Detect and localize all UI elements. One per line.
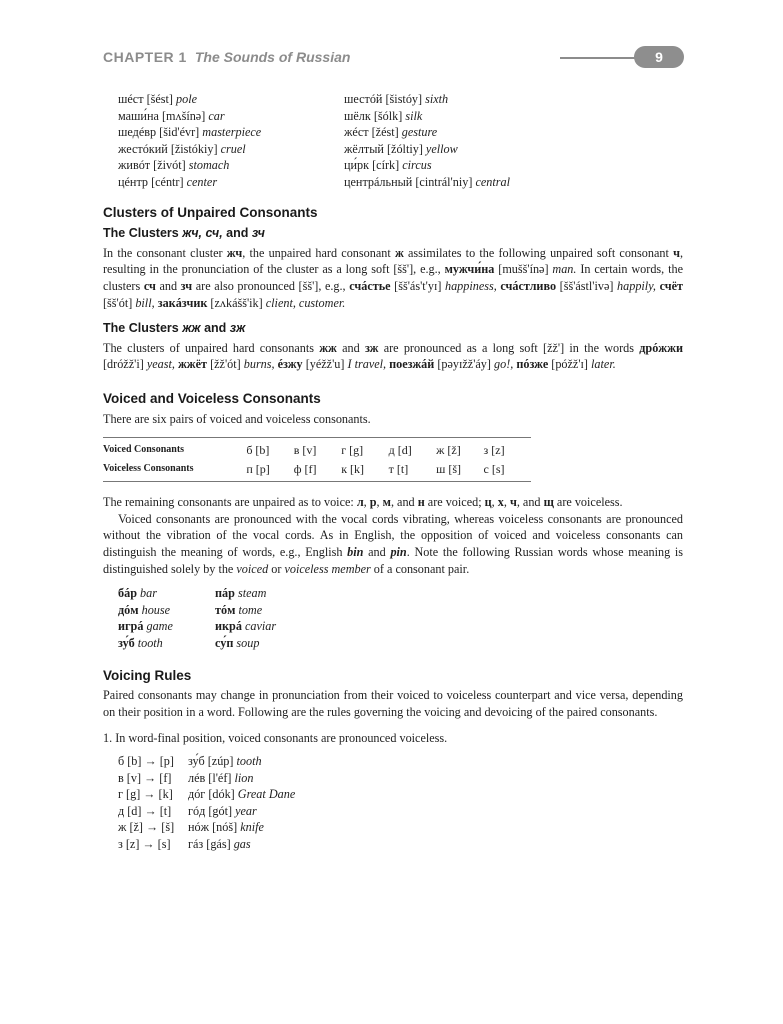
text-run: and xyxy=(363,545,391,560)
sound-change: г [g] → [k] xyxy=(118,787,173,802)
list-item xyxy=(118,836,683,853)
bold-term: счáстливо xyxy=(500,278,557,293)
russian-word: зу́б xyxy=(188,754,205,768)
russian-word: шестóй xyxy=(344,92,383,106)
chapter-label: CHAPTER 1 xyxy=(103,49,187,65)
voiced-word-cell xyxy=(118,602,215,619)
voiceless-word-cell xyxy=(215,602,262,619)
table-cell: т [t] xyxy=(389,460,436,482)
subheading-cyrillic: жч, сч, xyxy=(182,226,223,241)
bold-term: х xyxy=(497,495,504,510)
word-entry xyxy=(118,108,344,125)
text-run: are also pronounced [šš'], e.g., xyxy=(192,278,350,293)
stress-pair-column-right xyxy=(344,91,570,191)
text-run: [mušš'ínə] xyxy=(494,262,553,277)
bold-term: р xyxy=(369,495,377,510)
transcription: [círk] xyxy=(372,158,400,173)
text-run: , resulting in the pronunciation of the cluster as a long soft [šš'], e.g., xyxy=(103,245,683,277)
paragraph-vocal-cords xyxy=(103,511,683,577)
text-run: are voiceless. xyxy=(553,495,623,510)
russian-word: тóм xyxy=(215,602,236,617)
russian-word: нóж xyxy=(188,820,210,835)
italic-gloss: client, customer. xyxy=(265,295,346,310)
russian-word: шéст xyxy=(118,92,144,106)
transcription: [šistóy] xyxy=(385,92,423,106)
text-run: [šš'ástl'ivə] xyxy=(556,278,618,293)
english-gloss: sixth xyxy=(425,92,449,106)
text-run: of a consonant pair. xyxy=(370,561,470,576)
english-gloss: circus xyxy=(402,158,432,173)
italic-gloss: happiness, xyxy=(444,278,497,293)
section-heading-voiced: Voiced and Voiceless Consonants xyxy=(103,390,321,406)
subheading-text: The Clusters xyxy=(103,321,183,336)
row-label-voiced: Voiced Consonants xyxy=(103,438,246,460)
sound-change: ж [ž] → [š] xyxy=(118,820,175,835)
russian-word: дóм xyxy=(118,602,139,617)
bold-term: жч xyxy=(226,245,243,260)
russian-word: игрá xyxy=(118,619,144,634)
table-cell: п [p] xyxy=(246,460,293,482)
english-gloss: game xyxy=(146,619,173,634)
word-entry xyxy=(344,174,570,191)
subheading-cyrillic: жж xyxy=(182,321,201,336)
english-gloss: tooth xyxy=(137,636,163,651)
english-gloss: pole xyxy=(176,92,198,106)
transcription: [šést] xyxy=(146,92,173,106)
sound-change: з [z] → [s] xyxy=(118,836,171,851)
header-rule xyxy=(560,57,640,59)
italic-gloss: pin xyxy=(390,545,407,560)
bold-term: зч xyxy=(180,278,193,293)
bold-term: éзжу xyxy=(277,357,303,372)
word-entry xyxy=(344,141,570,158)
text-run: , xyxy=(376,495,383,510)
page-number-badge: 9 xyxy=(634,46,684,68)
table-cell: ф [f] xyxy=(294,460,341,482)
text-run: and xyxy=(336,340,365,355)
table-cell: г [g] xyxy=(341,438,388,460)
russian-word: маши́на xyxy=(118,108,159,123)
list-item xyxy=(118,770,683,787)
russian-word: ци́рк xyxy=(344,158,370,173)
text-run: The remaining consonants are unpaired as to voice: xyxy=(103,495,357,510)
list-item xyxy=(118,635,683,652)
word-entry xyxy=(118,174,344,191)
english-gloss: car xyxy=(208,108,225,123)
text-run: , xyxy=(503,495,510,510)
bold-term: ч xyxy=(509,495,517,510)
paragraph-voiced-intro: There are six pairs of voiced and voiceless consonants. xyxy=(103,411,371,426)
section-heading-clusters: Clusters of Unpaired Consonants xyxy=(103,204,318,220)
sound-change: б [b] → [p] xyxy=(118,754,174,768)
table-cell: ж [ž] xyxy=(436,438,483,460)
english-gloss: knife xyxy=(240,820,264,835)
text-run: In the consonant cluster xyxy=(103,245,227,260)
bold-term: поезжáй xyxy=(389,357,435,372)
transcription: [šólk] xyxy=(373,108,403,123)
italic-gloss: voiced xyxy=(236,561,269,576)
minimal-pairs-list xyxy=(118,585,683,651)
table-cell: к [k] xyxy=(341,460,388,482)
italic-gloss: later. xyxy=(591,357,616,372)
bold-term: пóзже xyxy=(516,357,549,372)
russian-word: бáр xyxy=(118,586,137,601)
transcription: [gás] xyxy=(206,836,231,851)
word-entry xyxy=(344,91,570,108)
text-run: [póžž'ɪ] xyxy=(548,357,592,372)
subheading-text: The Clusters xyxy=(103,226,183,241)
english-gloss: bar xyxy=(140,586,157,601)
english-gloss: tooth xyxy=(236,754,262,768)
italic-gloss: bin xyxy=(347,545,364,560)
page-content xyxy=(103,91,683,853)
bold-term: зж xyxy=(364,340,379,355)
subheading-clusters-zhch xyxy=(103,225,683,242)
voiced-word-cell xyxy=(118,618,215,635)
table-cell: ш [š] xyxy=(436,460,483,482)
russian-word: гóд xyxy=(188,803,206,818)
word-entry xyxy=(118,124,344,141)
subheading-cyrillic: зж xyxy=(229,321,246,336)
transcription: [živót] xyxy=(153,158,186,173)
italic-gloss: voiceless member xyxy=(284,561,371,576)
russian-word: жéст xyxy=(344,125,369,140)
russian-word: зу́б xyxy=(118,636,135,651)
example-word-cell xyxy=(188,819,264,836)
transcription: [šid'évr] xyxy=(159,125,200,140)
table-row-voiced xyxy=(103,438,531,460)
bold-term: н xyxy=(417,495,425,510)
stress-pair-column-left xyxy=(118,91,344,191)
voiceless-word-cell xyxy=(215,635,259,652)
russian-word: гáз xyxy=(188,836,204,851)
section-heading-voicing-rules: Voicing Rules xyxy=(103,667,192,683)
transcription: [céntr] xyxy=(151,174,184,189)
subheading-cyrillic: зч xyxy=(251,226,265,241)
text-run: . Note the following Russian words whose meaning is distinguished solely by the xyxy=(103,545,683,576)
russian-word: жестóкий xyxy=(118,141,168,156)
text-run: [pəyɪžž'áy] xyxy=(434,357,494,372)
text-run: In certain words, the clusters xyxy=(103,262,683,293)
russian-word: цéнтр xyxy=(118,174,149,189)
transcription: [l'éf] xyxy=(208,770,232,785)
chapter-heading xyxy=(103,49,350,65)
text-run: , the unpaired hard consonant xyxy=(242,245,395,260)
word-entry xyxy=(344,108,570,125)
example-word-cell xyxy=(188,786,295,803)
example-word-cell xyxy=(188,836,251,853)
text-run: , and xyxy=(390,495,418,510)
italic-gloss: I travel, xyxy=(347,357,387,372)
list-item xyxy=(118,585,683,602)
bold-term: л xyxy=(356,495,364,510)
bold-term: сч xyxy=(143,278,156,293)
word-entry xyxy=(344,157,570,174)
example-word-cell xyxy=(188,803,257,820)
bold-term: ч xyxy=(673,245,680,260)
italic-gloss: happily, xyxy=(617,278,656,293)
bold-term: ж xyxy=(394,245,404,260)
voiceless-word-cell xyxy=(215,618,276,635)
italic-gloss: burns, xyxy=(243,357,275,372)
list-item xyxy=(118,819,683,836)
list-item xyxy=(118,803,683,820)
example-word-cell xyxy=(188,770,253,787)
sound-change: д [d] → [t] xyxy=(118,803,172,818)
word-entry xyxy=(118,141,344,158)
paragraph-voicing-intro: Paired consonants may change in pronunciation from their voiced to voiceless counterpart and vice versa, depending on their position in a word. Following are the rules governing the voicing and devoicing of the paired consonants. xyxy=(103,688,683,719)
text-run: are pronounced as a long soft [žž'] in the words xyxy=(378,340,640,355)
bold-term: щ xyxy=(543,495,554,510)
bold-term: счёт xyxy=(659,278,684,293)
row-label-voiceless: Voiceless Consonants xyxy=(103,460,246,482)
english-gloss: tome xyxy=(238,602,263,617)
italic-gloss: man. xyxy=(552,262,577,277)
bold-term: жж xyxy=(319,340,337,355)
text-run: [zʌkášš'ik] xyxy=(207,295,266,310)
russian-word: центрáльный xyxy=(344,174,413,189)
english-gloss: house xyxy=(141,602,171,617)
word-entry xyxy=(344,124,570,141)
italic-gloss: bill, xyxy=(135,295,155,310)
voiced-word-cell xyxy=(118,635,215,652)
russian-word: дóг xyxy=(188,787,206,802)
text-run: The clusters of unpaired hard consonants xyxy=(103,340,320,355)
italic-gloss: yeast, xyxy=(146,357,175,372)
list-item xyxy=(118,618,683,635)
consonant-pairs-table xyxy=(103,437,531,482)
transcription: [gót] xyxy=(208,803,233,818)
transcription: [žistókiy] xyxy=(170,141,218,156)
english-gloss: gas xyxy=(233,836,251,851)
english-gloss: steam xyxy=(237,586,267,601)
transcription: [cintrál'niy] xyxy=(415,174,473,189)
russian-word: су́п xyxy=(215,636,234,651)
subheading-text: and xyxy=(200,321,230,336)
table-cell: с [s] xyxy=(484,460,531,482)
example-word-cell xyxy=(188,753,262,770)
english-gloss: lion xyxy=(234,770,254,785)
english-gloss: Great Dane xyxy=(237,787,296,802)
text-run: [šš'ót] xyxy=(103,295,136,310)
english-gloss: central xyxy=(475,174,510,189)
text-run: are voiced; xyxy=(424,495,485,510)
table-cell: д [d] xyxy=(389,438,436,460)
list-item xyxy=(118,786,683,803)
russian-word: жёлтый xyxy=(344,141,384,156)
text-run: Voiced consonants are pronounced with the vocal cords vibrating, whereas voiceless consonants are pronounced without the vibration of the vocal cords. As in English, the opposition of voiced and voiceless consonants can distinguish the meaning of words, e.g., English xyxy=(103,511,683,560)
english-gloss: yellow xyxy=(425,141,458,156)
text-run: or xyxy=(268,561,285,576)
english-gloss: soup xyxy=(236,636,260,651)
russian-word: живóт xyxy=(118,158,151,173)
table-row-voiceless xyxy=(103,460,531,482)
english-gloss: cruel xyxy=(220,141,246,156)
table-cell: з [z] xyxy=(484,438,531,460)
text-run: and xyxy=(155,278,181,293)
italic-gloss: go!, xyxy=(494,357,514,372)
paragraph-unpaired xyxy=(103,494,683,511)
bold-term: ц xyxy=(484,495,492,510)
word-entry xyxy=(118,157,344,174)
word-entry xyxy=(118,91,344,108)
text-run: , and xyxy=(516,495,544,510)
english-gloss: silk xyxy=(405,108,423,123)
english-gloss: caviar xyxy=(244,619,277,634)
russian-word: икрá xyxy=(215,619,242,634)
table-cell: в [v] xyxy=(294,438,341,460)
russian-word: пáр xyxy=(215,586,235,601)
voiced-word-cell xyxy=(118,585,215,602)
transcription: [dók] xyxy=(208,787,235,802)
subheading-clusters-zhzh xyxy=(103,320,683,337)
transcription: [zúp] xyxy=(207,754,234,768)
bold-term: жжёт xyxy=(177,357,208,372)
table-cell: б [b] xyxy=(246,438,293,460)
russian-word: шедéвр xyxy=(118,125,157,140)
bold-term: счáстье xyxy=(349,278,391,293)
english-gloss: stomach xyxy=(188,158,230,173)
text-run: , xyxy=(491,495,498,510)
subheading-text: and xyxy=(222,226,252,241)
text-run: assimilates to the following unpaired soft consonant xyxy=(403,245,674,260)
text-run: [dróžž'i] xyxy=(103,357,147,372)
list-item xyxy=(118,602,683,619)
bold-term: закáзчик xyxy=(157,295,208,310)
devoicing-examples-list xyxy=(118,753,683,853)
paragraph-clusters-zhzh xyxy=(103,340,683,373)
stress-pair-list xyxy=(118,91,683,191)
russian-word: шёлк xyxy=(344,108,371,123)
transcription: [mʌšínə] xyxy=(161,108,206,123)
bold-term: м xyxy=(382,495,391,510)
paragraph-clusters-zhch xyxy=(103,245,683,311)
russian-word: лéв xyxy=(188,770,206,785)
transcription: [žóltiy] xyxy=(387,141,423,156)
english-gloss: masterpiece xyxy=(202,125,262,140)
transcription: [nóš] xyxy=(212,820,238,835)
running-header xyxy=(103,46,683,70)
transcription: [žést] xyxy=(371,125,399,140)
english-gloss: gesture xyxy=(401,125,438,140)
rule-1: 1. In word-final position, voiced consonants are pronounced voiceless. xyxy=(103,731,448,746)
text-run: [yéžž'u] xyxy=(302,357,348,372)
text-run: [žž'ót] xyxy=(207,357,244,372)
list-item xyxy=(118,753,683,770)
bold-term: мужчи́на xyxy=(444,262,495,277)
english-gloss: year xyxy=(235,803,257,818)
chapter-title: The Sounds of Russian xyxy=(194,49,351,65)
voiceless-word-cell xyxy=(215,585,266,602)
english-gloss: center xyxy=(186,174,218,189)
text-run: , xyxy=(363,495,370,510)
sound-change: в [v] → [f] xyxy=(118,770,172,785)
bold-term: дрóжжи xyxy=(639,340,683,355)
text-run: [šš'ás't'yɪ] xyxy=(390,278,445,293)
